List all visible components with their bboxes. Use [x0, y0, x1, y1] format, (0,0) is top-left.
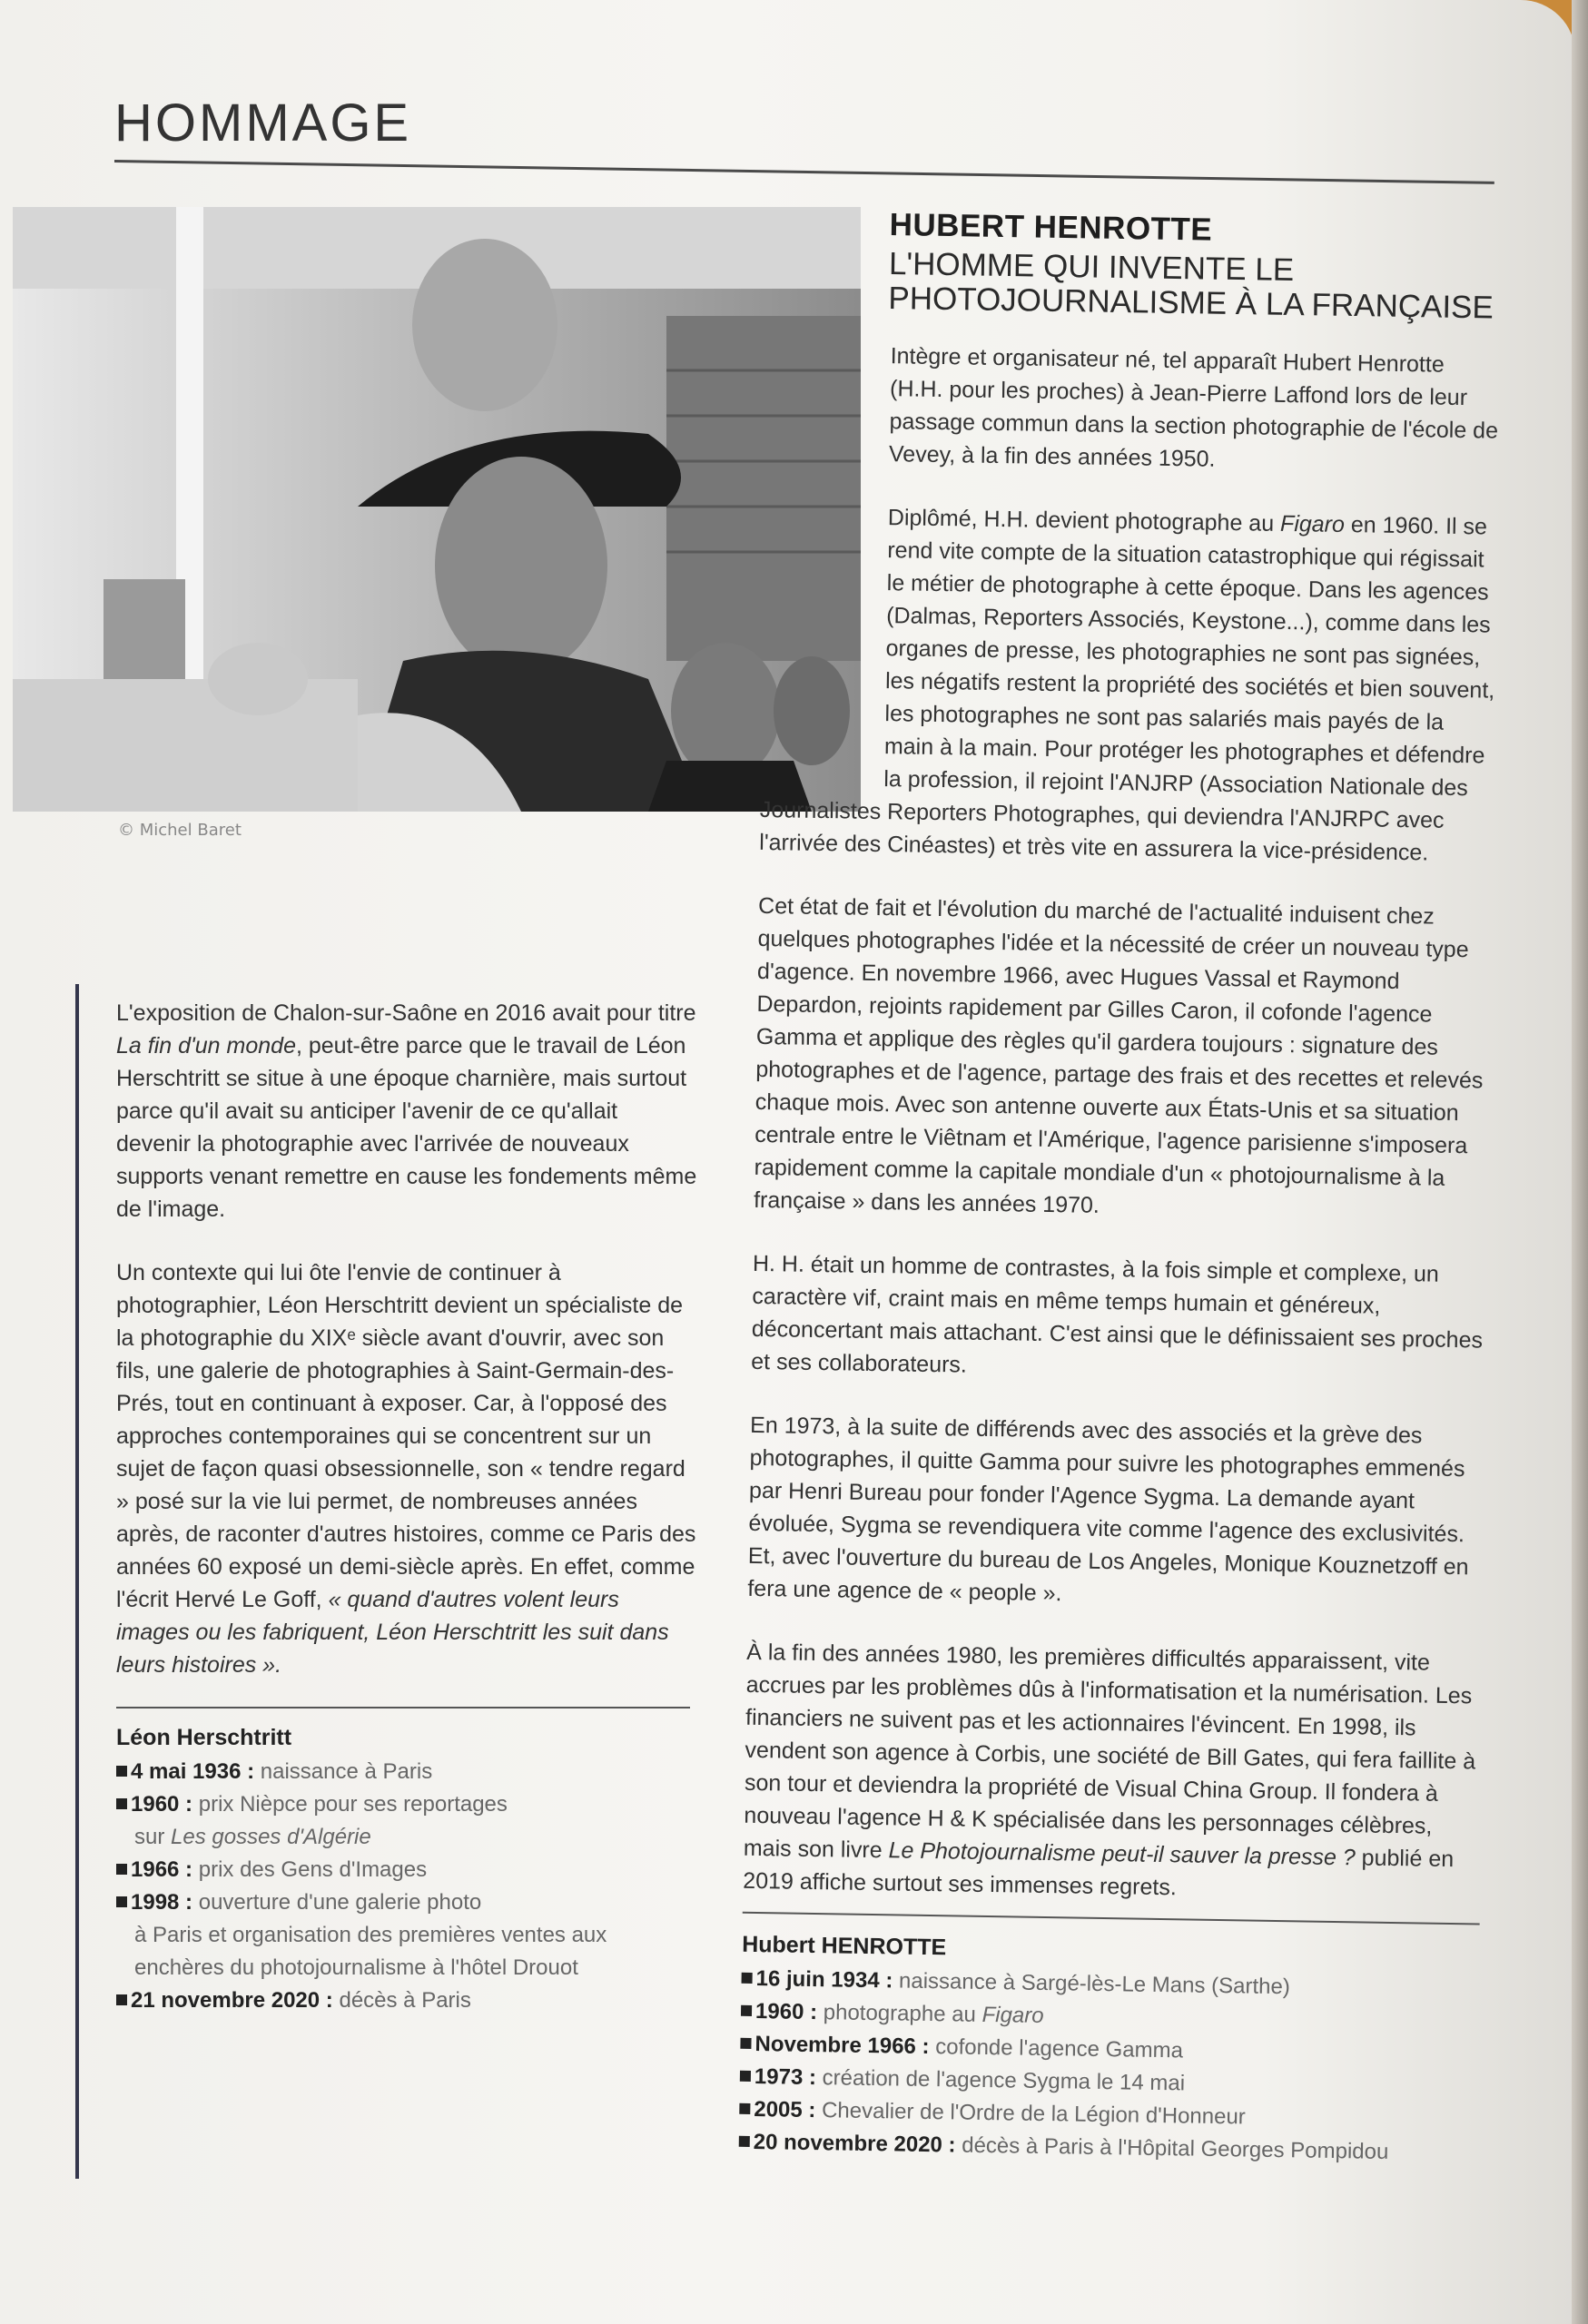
bio-text: naissance à Paris	[254, 1759, 433, 1784]
paragraph-gamma: Cet état de fait et l'évolution du marché de l'actualité induisent chez quelques photographes l'idée et la nécessité de créer un nouveau type d'agence. En novembre 1966, avec Hugues Vassal et Raymond Depardon, rejoints rapidement par Gilles Caron, il cofonde l'agence Gamma et applique des règles qu'il gardera toujours : signature des photographes et de l'agence, partage des frais et des recettes et relevés chaque mois. Avec son antenne ouverte aux États-Unis et sa situation centrale entre le Viêtnam et l'Amérique, l'agence parisienne s'imposera rapidement comme la capitale mondiale d'un « photojournalisme à la française » dans les années 1970.	[753, 892, 1484, 1218]
bio-date: 21 novembre 2020 :	[131, 1988, 333, 2013]
p6-suffix: publié en 2019 affiche surtout ses immenses regrets.	[743, 1845, 1455, 1901]
bio-cont-italic: Les gosses d'Algérie	[171, 1825, 371, 1849]
p6-prefix: À la fin des années 1980, les premières difficultés apparaissent, vite accrues par les problèmes dûs à l'informatisation et la numérisation. Les financiers ne suivent pas et les actionnaires l'évincent. En 1998, ils vendent son agence à Corbis, une société de Bill Gates, qui fera faillite à son tour et deviendra la propriété de Visual China Group. Il fondera à nouveau l'agence H & K spécialisée dans les personnages célèbres, mais son livre	[743, 1639, 1476, 1864]
bullet-square-icon	[116, 1766, 127, 1777]
paragraph-corbis	[743, 1636, 1482, 1909]
bio-item	[116, 1886, 697, 1984]
hubert-bio-heading: Hubert HENROTTE	[741, 1931, 947, 1961]
p2-italic: Figaro	[1279, 510, 1346, 538]
article-headline	[888, 207, 1525, 326]
bio-date: 1960 :	[131, 1792, 193, 1817]
bio-divider	[743, 1912, 1480, 1925]
bio-text: naissance à Sargé-lès-Le Mans (Sarthe)	[893, 1968, 1291, 2000]
bio-text: décès à Paris à l'Hôpital Georges Pompidou	[955, 2132, 1389, 2164]
bio-continuation: à Paris et organisation des premières ventes aux enchères du photojournalisme à l'hôtel Drouot	[134, 1923, 607, 1980]
bullet-square-icon	[740, 2071, 751, 2082]
lp1-prefix: L'exposition de Chalon-sur-Saône en 2016 avait pour titre	[116, 1000, 696, 1026]
paragraph-diplome-continued: Journalistes Reporters Photographes, qui deviendra l'ANJRPC avec l'arrivée des Cinéastes) et très vite en assurera la vice-présidence.	[759, 796, 1445, 866]
page-edge	[1572, 0, 1588, 2324]
bio-date: 16 juin 1934 :	[755, 1966, 893, 1994]
p2-prefix: Diplômé, H.H. devient photographe au	[887, 505, 1281, 537]
lp1-italic: La fin d'un monde	[116, 1033, 296, 1059]
bullet-square-icon	[739, 2103, 750, 2114]
bio-cont-prefix: sur	[134, 1825, 172, 1849]
p6-italic: Le Photojournalisme peut-il sauver la presse ?	[888, 1837, 1356, 1871]
bio-italic: Figaro	[981, 2002, 1044, 2029]
bullet-square-icon	[739, 2136, 750, 2147]
bio-text: décès à Paris	[332, 1988, 471, 2013]
bio-item	[116, 1984, 697, 2017]
bio-date: 4 mai 1936 :	[131, 1759, 255, 1784]
bio-text: ouverture d'une galerie photo	[192, 1890, 482, 1915]
photo-illustration	[13, 207, 861, 812]
bullet-square-icon	[742, 1973, 753, 1984]
bio-continuation	[116, 1821, 697, 1854]
bio-item	[116, 1756, 697, 1788]
bio-date: Novembre 1966 :	[755, 2032, 930, 2060]
bio-text: création de l'agence Sygma le 14 mai	[815, 2065, 1186, 2096]
bullet-square-icon	[116, 1896, 127, 1907]
bio-date: 1960 :	[755, 1999, 818, 2025]
bio-date: 20 novembre 2020 :	[753, 2130, 956, 2158]
section-title: HOMMAGE	[114, 94, 412, 153]
bio-text: prix Nièpce pour ses reportages	[192, 1792, 508, 1817]
lp2-prefix: Un contexte qui lui ôte l'envie de continuer à photographier, Léon Herschtritt devient un spécialiste de la photographie du XIXᵉ siècle avant d'ouvrir, avec son fils, une galerie de photographies à Saint-Germain-des-Prés, tout en continuant à exposer. Car, à l'opposé des approches contemporaines qui se concentrent sur un sujet de façon quasi obsessionnelle, son « tendre regard » posé sur la vie lui permet, de nombreuses années après, de raconter d'autres histoires, comme ce Paris des années 60 exposé un demi-siècle après. En effet, comme l'écrit Hervé Le Goff,	[116, 1260, 696, 1612]
p2-suffix: en 1960. Il se rend vite compte de la situation catastrophique qui régissait le métier de photographe à cette époque. Dans les agences (Dalmas, Reporters Associés, Keystone...), comme dans les organes de presse, les photographies ne sont pas signées, les négatifs restent la propriété des sociétés et bien souvent, les photographes ne sont pas salariés mais payés de la main à la main. Pour protéger les photographes et défendre la profession, il rejoint l'ANJRP (Association Nationale des	[883, 512, 1495, 802]
paragraph-contexte	[116, 1256, 697, 1681]
bio-item	[116, 1788, 697, 1854]
bio-date: 1966 :	[131, 1857, 193, 1882]
headline-name: HUBERT HENROTTE	[889, 207, 1213, 248]
photo-credit: © Michel Baret	[118, 821, 242, 840]
bullet-square-icon	[741, 2005, 752, 2016]
left-column	[116, 997, 697, 2017]
paragraph-chalon	[116, 997, 697, 1226]
paragraph-diplome	[760, 499, 1500, 805]
paragraph-intro: Intègre et organisateur né, tel apparaît Hubert Henrotte (H.H. pour les proches) à Jean-Pierre Laffond lors de leur passage commun dans la section photographie de l'école de Vevey, à la fin des années 1950.	[888, 343, 1499, 472]
bio-item	[116, 1854, 697, 1886]
bio-date: 1998 :	[131, 1890, 193, 1915]
bullet-square-icon	[116, 1864, 127, 1875]
headline-subtitle: L'HOMME QUI INVENTE LE PHOTOJOURNALISME À LA FRANÇAISE	[888, 245, 1494, 326]
right-column	[738, 338, 1502, 2170]
bullet-square-icon	[116, 1994, 127, 2005]
bullet-square-icon	[116, 1798, 127, 1809]
portrait-photo	[13, 207, 861, 812]
bullet-square-icon	[740, 2038, 751, 2049]
leon-bio-heading: Léon Herschtritt	[116, 1725, 292, 1750]
leon-bio-list	[116, 1756, 697, 2017]
bio-text: Chevalier de l'Ordre de la Légion d'Honneur	[815, 2098, 1247, 2130]
bio-date: 2005 :	[754, 2097, 816, 2123]
sidebar-accent-bar	[75, 984, 79, 2179]
bio-date: 1973 :	[754, 2064, 817, 2091]
bio-text: cofonde l'agence Gamma	[929, 2034, 1184, 2063]
leon-bio-divider	[116, 1707, 690, 1709]
bio-text: prix des Gens d'Images	[192, 1857, 428, 1882]
hubert-bio-list	[738, 1963, 1476, 2171]
lp2-italic: « quand d'autres volent leurs images ou les fabriquent, Léon Herschtritt les suit dans leurs histoires ».	[116, 1587, 669, 1678]
paragraph-contrastes: H. H. était un homme de contrastes, à la fois simple et complexe, un caractère vif, craint mais en même temps humain et généreux, déconcertant mais attachant. C'est ainsi que le définissaient ses proches et ses collaborateurs.	[751, 1250, 1484, 1378]
paragraph-sygma: En 1973, à la suite de différends avec des associés et la grève des photographes, il quitte Gamma pour suivre les photographes emmenés par Henri Bureau pour fonder l'Agence Sygma. La demande ayant évoluée, Sygma se revendiquera vite comme l'agence des exclusivités. Et, avec l'ouverture du bureau de Los Angeles, Monique Kouznetzoff en fera une agence de « people ».	[747, 1412, 1469, 1607]
lp1-suffix: , peut-être parce que le travail de Léon Herschtritt se situe à une époque charnière, mais surtout parce qu'il avait su anticiper l'avenir de ce qu'allait devenir la photographie avec l'arrivée de nouveaux supports venant remettre en cause les fondements même de l'image.	[116, 1033, 697, 1222]
bio-text: photographe au	[816, 2000, 982, 2027]
